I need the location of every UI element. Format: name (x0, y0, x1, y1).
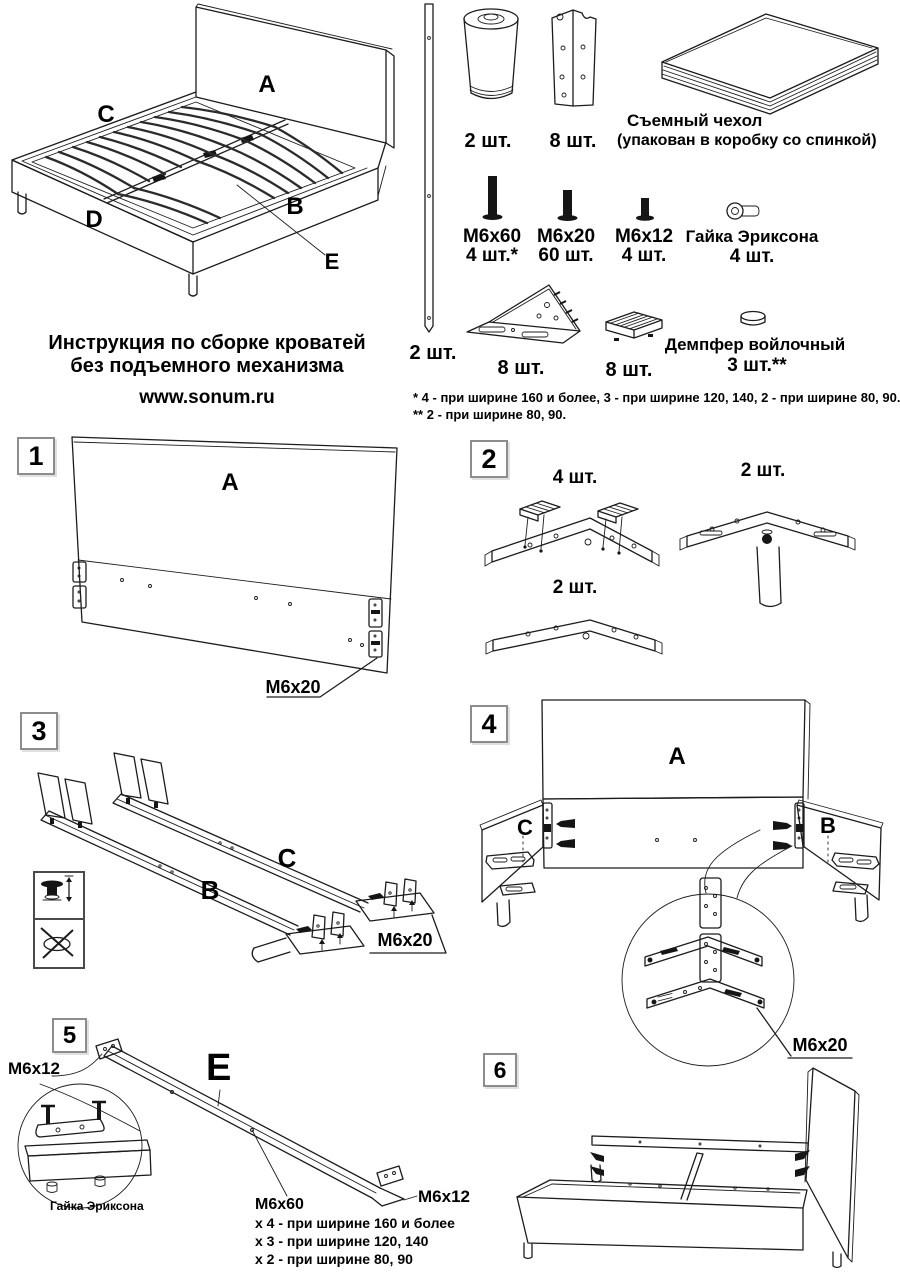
part-corner-plate-drawing (467, 285, 580, 343)
part-corner-plate-qty: 8 шт. (497, 357, 545, 379)
part-bolt-m6x12-icon (636, 198, 654, 221)
overview-label-e: E (324, 249, 340, 274)
part-bolt-m6x20-icon (558, 190, 578, 221)
step5-rail-label: E (206, 1047, 232, 1089)
step5-m6x60-leader-line (252, 1130, 287, 1196)
step5-qty-note-1: х 4 - при ширине 160 и более (255, 1215, 455, 1231)
part-felt-damper-name: Демпфер войлочный (664, 335, 846, 354)
part-felt-damper-qty: 3 шт.** (727, 355, 787, 376)
step5-qty-note-3: х 2 - при ширине 80, 90 (255, 1251, 413, 1267)
leg-adjust-icon (35, 873, 79, 916)
step5-nut-label: Гайка Эриксона (50, 1199, 144, 1213)
step3-rail-c-label: C (277, 843, 297, 873)
part-leg-drawing (464, 9, 518, 99)
step6-number-box: 6 (483, 1053, 517, 1087)
step4-number-box: 4 (470, 705, 508, 743)
step3-leg-screw-icon-box (33, 871, 85, 922)
step5-bolt-left-label: М6х12 (8, 1059, 60, 1078)
part-bolt-m6x60-qty: 4 шт.* (466, 245, 518, 266)
step2-number-box: 2 (470, 440, 508, 478)
part-corner-bracket-drawing (552, 10, 596, 106)
step1-bolt-label: М6х20 (265, 677, 321, 697)
part-erikson-nut-icon (727, 203, 759, 219)
crossed-out-icon (35, 920, 79, 963)
part-slat-holder-qty: 8 шт. (605, 359, 653, 381)
overview-label-d: D (85, 206, 103, 233)
step5-qty-note-2: х 3 - при ширине 120, 140 (255, 1233, 429, 1249)
step4-rail-c-label: C (517, 815, 533, 840)
part-corner-bracket-qty: 8 шт. (549, 130, 597, 152)
overview-label-c: C (97, 101, 115, 128)
step3-rail-b-label: B (200, 875, 220, 905)
step1-number-box: 1 (17, 437, 55, 475)
step2-qty-top: 4 шт. (552, 467, 598, 488)
doc-title-line2: без подъемного механизма (70, 355, 344, 377)
step2-qty-bottom: 2 шт. (552, 577, 598, 598)
part-erikson-nut-qty: 4 шт. (729, 246, 775, 267)
part-bolt-m6x12-qty: 4 шт. (621, 245, 667, 266)
overview-label-b: B (286, 193, 304, 220)
step6-drawing (517, 1068, 859, 1268)
part-bolt-m6x60-icon (483, 176, 503, 220)
part-bolt-m6x20-qty: 60 шт. (538, 245, 594, 266)
step1-panel-label: A (221, 469, 239, 496)
step3-no-tilt-icon-box (33, 918, 85, 969)
part-cover-drawing (662, 14, 878, 114)
part-bolt-m6x60-name: М6х60 (462, 226, 522, 247)
step4-bolt-label: М6х20 (792, 1035, 848, 1055)
doc-website: www.sonum.ru (139, 387, 275, 408)
step4-panel-label: A (668, 743, 686, 770)
part-bolt-m6x12-name: М6х12 (614, 226, 674, 247)
part-side-rail-drawing (425, 4, 433, 332)
step5-number-box: 5 (52, 1018, 87, 1053)
part-cover-note: (упакован в коробку со спинкой) (617, 132, 877, 149)
step3-number-box: 3 (20, 712, 58, 750)
part-bolt-m6x20-name: М6х20 (536, 226, 596, 247)
overview-label-a: A (258, 71, 276, 98)
parts-footnote-1: * 4 - при ширине 160 и более, 3 - при ширине 120, 140, 2 - при ширине 80, 90. (413, 390, 900, 405)
part-felt-damper-icon (741, 312, 765, 326)
step5-m6x60-label: М6х60 (255, 1196, 304, 1213)
part-leg-qty: 2 шт. (464, 130, 512, 152)
part-cover-name: Съемный чехол (627, 111, 763, 130)
step2-qty-right: 2 шт. (740, 460, 786, 481)
step5-bolt-right-label: М6х12 (418, 1187, 470, 1206)
doc-title-line1: Инструкция по сборке кроватей (48, 332, 366, 354)
step4-rail-b-label: B (820, 813, 836, 838)
part-erikson-nut-name: Гайка Эриксона (685, 227, 819, 246)
step3-bolt-label: М6х20 (377, 930, 433, 950)
part-slat-holder-drawing (606, 312, 662, 341)
step2-drawing (485, 501, 855, 654)
parts-footnote-2: ** 2 - при ширине 80, 90. (413, 407, 567, 422)
step4-detail-leader-curve (705, 830, 760, 893)
part-side-rail-qty: 2 шт. (409, 342, 457, 364)
